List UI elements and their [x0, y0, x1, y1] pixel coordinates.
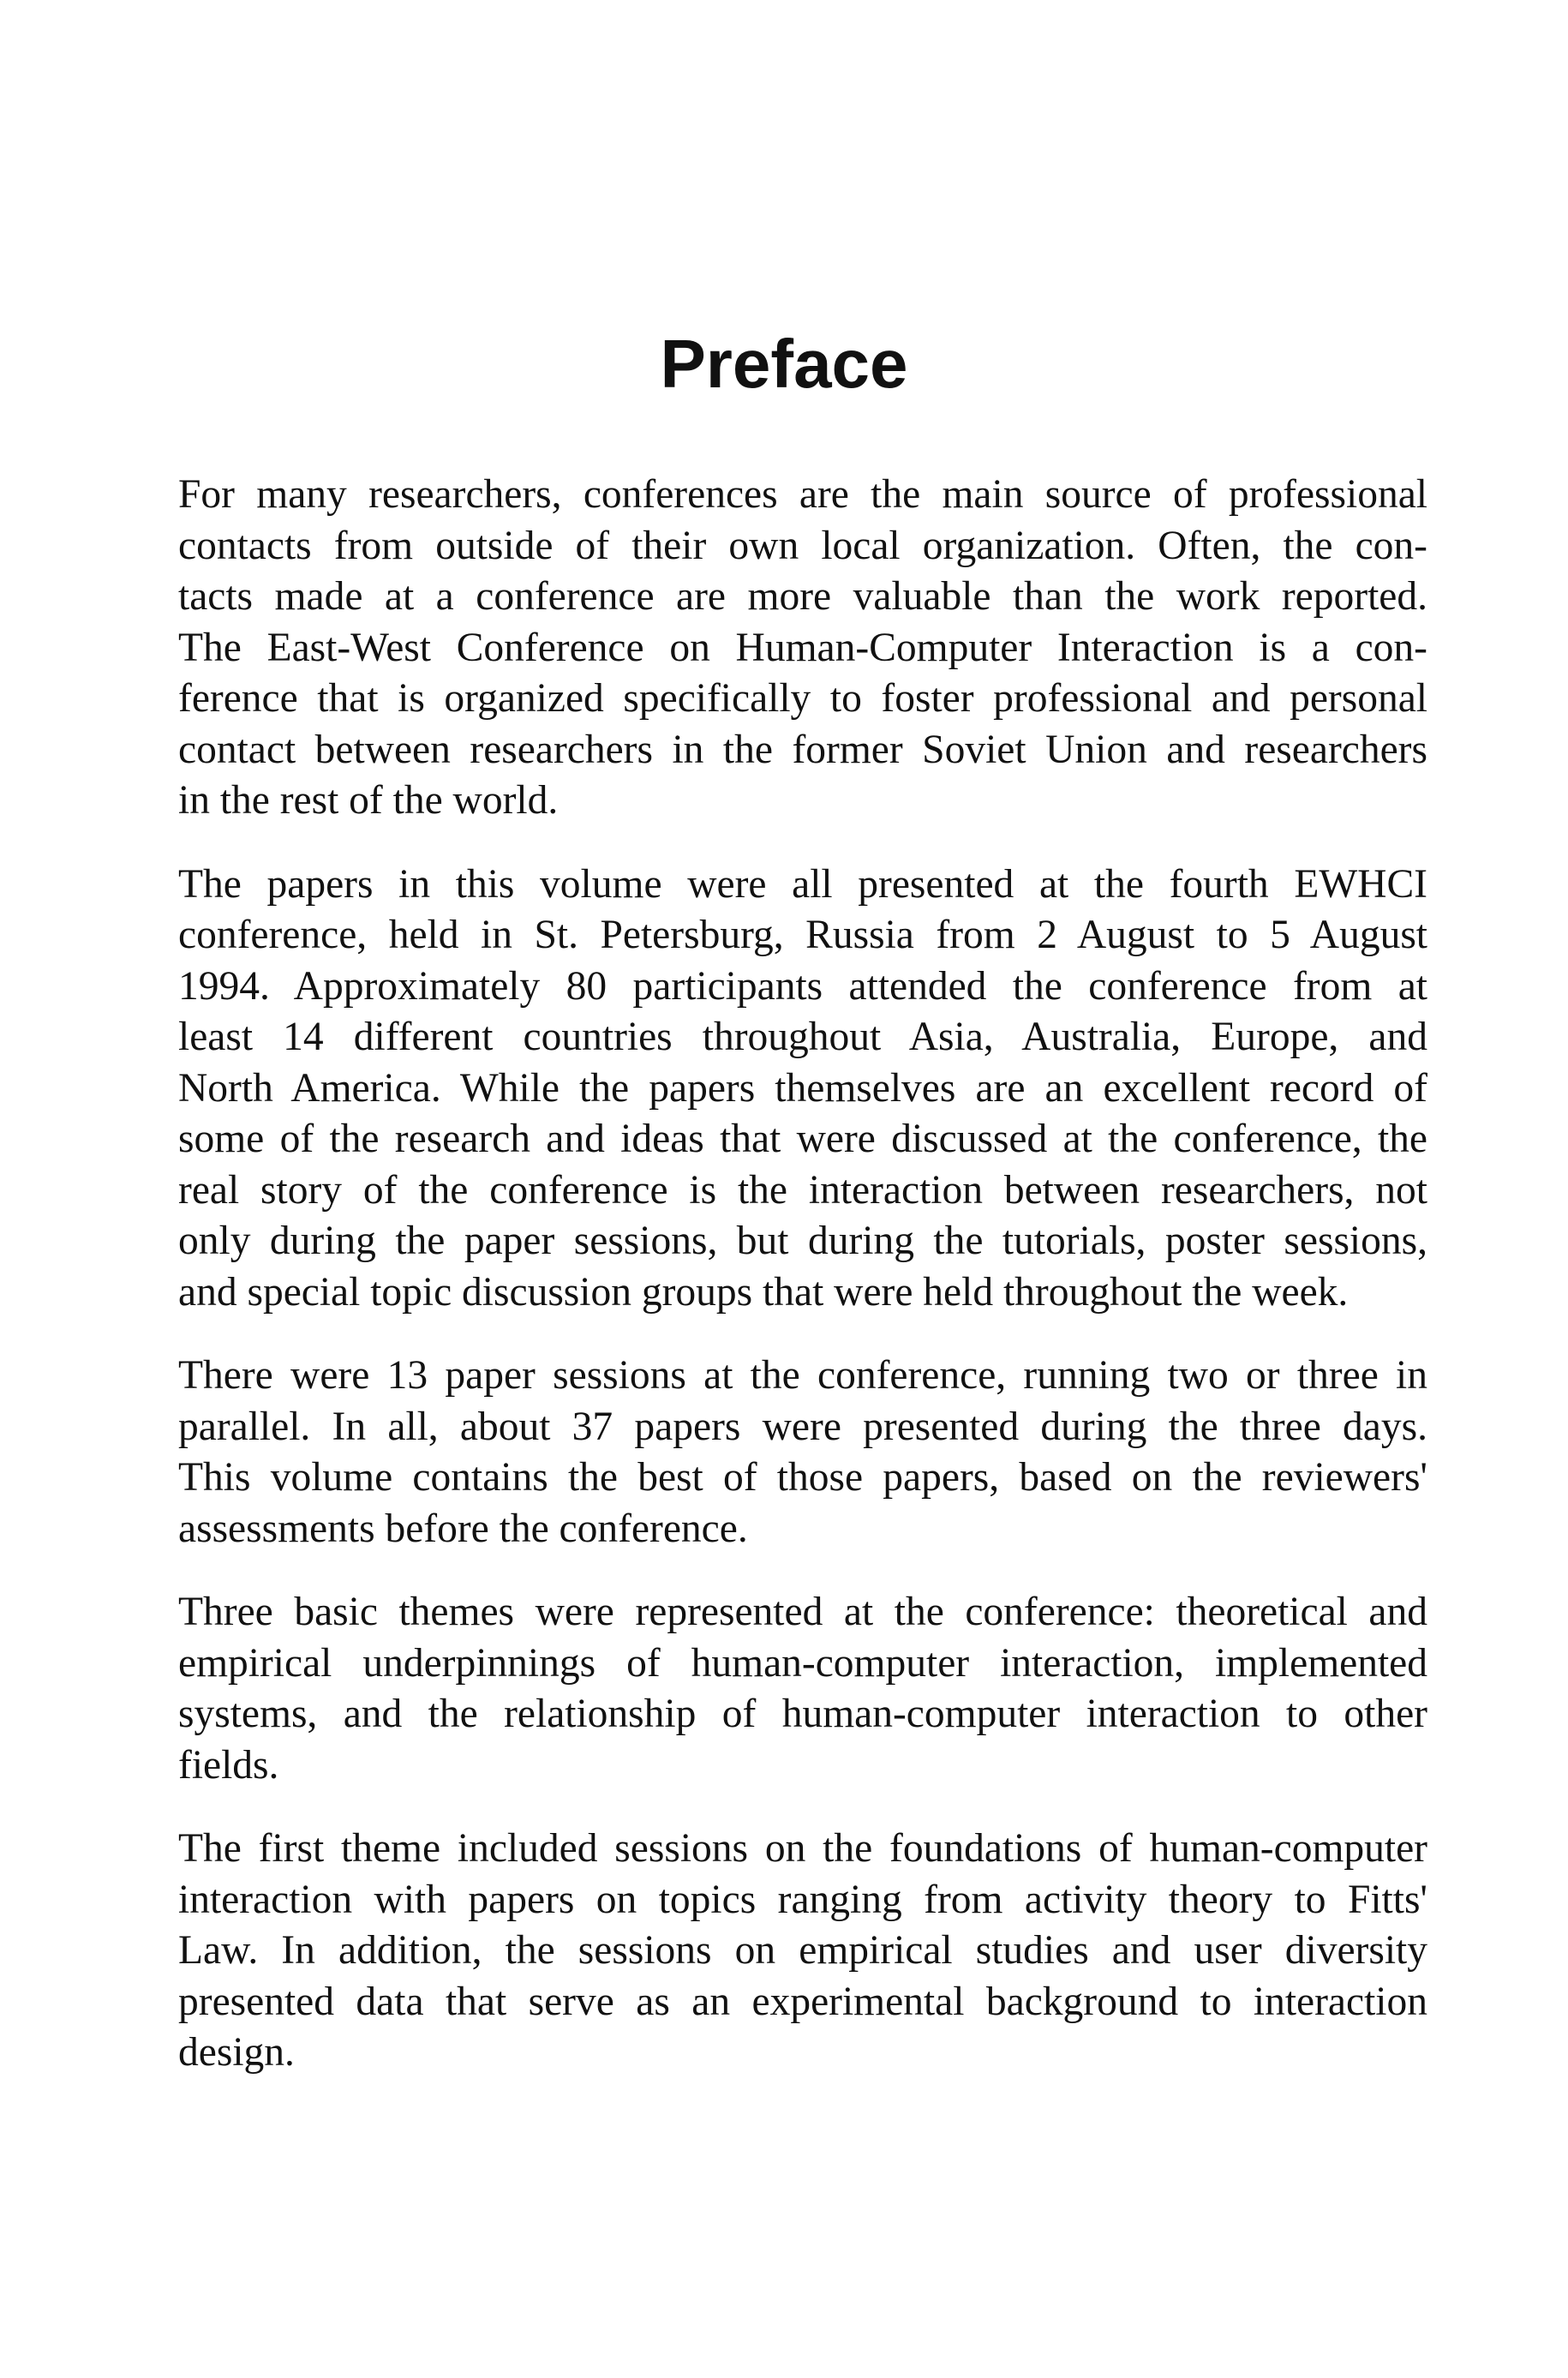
text-line: North America. While the papers themselves are an excellent record of — [178, 1065, 1427, 1111]
text-line: least 14 different countries throughout Asia, Australia, Europe, and — [178, 1015, 1427, 1059]
text-line: Law. In addition, the sessions on empirical studies and user diversity — [178, 1928, 1427, 1973]
text-line: empirical underpinnings of human-computer interaction, implemented — [178, 1640, 1427, 1686]
text-line: some of the research and ideas that were discussed at the conference, the — [178, 1117, 1427, 1161]
preface-body — [178, 470, 1427, 2111]
text-line: and special topic discussion groups that were held throughout the week. — [178, 1269, 1349, 1315]
text-line: contacts from outside of their own local organization. Often, the con- — [178, 523, 1427, 568]
text-line: presented data that serve as an experimental background to interaction — [178, 1979, 1427, 2024]
paragraph-5 — [178, 1824, 1427, 2079]
text-line: ference that is organized specifically to foster professional and personal — [178, 676, 1427, 721]
text-line: The papers in this volume were all presented at the fourth EWHCI — [178, 861, 1427, 907]
text-line: contact between researchers in the former Soviet Union and researchers — [178, 727, 1427, 772]
paragraph-1 — [178, 470, 1427, 827]
text-line: only during the paper sessions, but during the tutorials, poster sessions, — [178, 1219, 1427, 1263]
text-line: design. — [178, 2030, 295, 2075]
text-line: systems, and the relationship of human-computer interaction to other — [178, 1692, 1427, 1736]
text-line: The first theme included sessions on the foundations of human-computer — [178, 1826, 1427, 1871]
text-line: 1994. Approximately 80 participants attended the conference from at — [178, 963, 1427, 1009]
text-line: parallel. In all, about 37 papers were presented during the three days. — [178, 1404, 1427, 1449]
paragraph-4 — [178, 1587, 1427, 1791]
text-line: The East-West Conference on Human-Computer Interaction is a con- — [178, 625, 1427, 670]
text-line: in the rest of the world. — [178, 778, 559, 823]
text-line: This volume contains the best of those papers, based on the reviewers' — [178, 1455, 1427, 1500]
page-title: Preface — [660, 326, 908, 402]
text-line: Three basic themes were represented at the conference: theoretical and — [178, 1590, 1427, 1634]
text-line: fields. — [178, 1742, 279, 1788]
text-line: assessments before the conference. — [178, 1506, 748, 1551]
text-line: tacts made at a conference are more valuable than the work reported. — [178, 574, 1427, 619]
text-line: There were 13 paper sessions at the conference, running two or three in — [178, 1353, 1427, 1398]
paragraph-2 — [178, 860, 1427, 1319]
text-line: interaction with papers on topics ranging from activity theory to Fitts' — [178, 1877, 1427, 1922]
text-line: conference, held in St. Petersburg, Russia from 2 August to 5 August — [178, 913, 1427, 957]
text-line: For many researchers, conferences are the main source of professional — [178, 472, 1427, 517]
text-line: real story of the conference is the interaction between researchers, not — [178, 1167, 1427, 1213]
paragraph-3 — [178, 1351, 1427, 1554]
